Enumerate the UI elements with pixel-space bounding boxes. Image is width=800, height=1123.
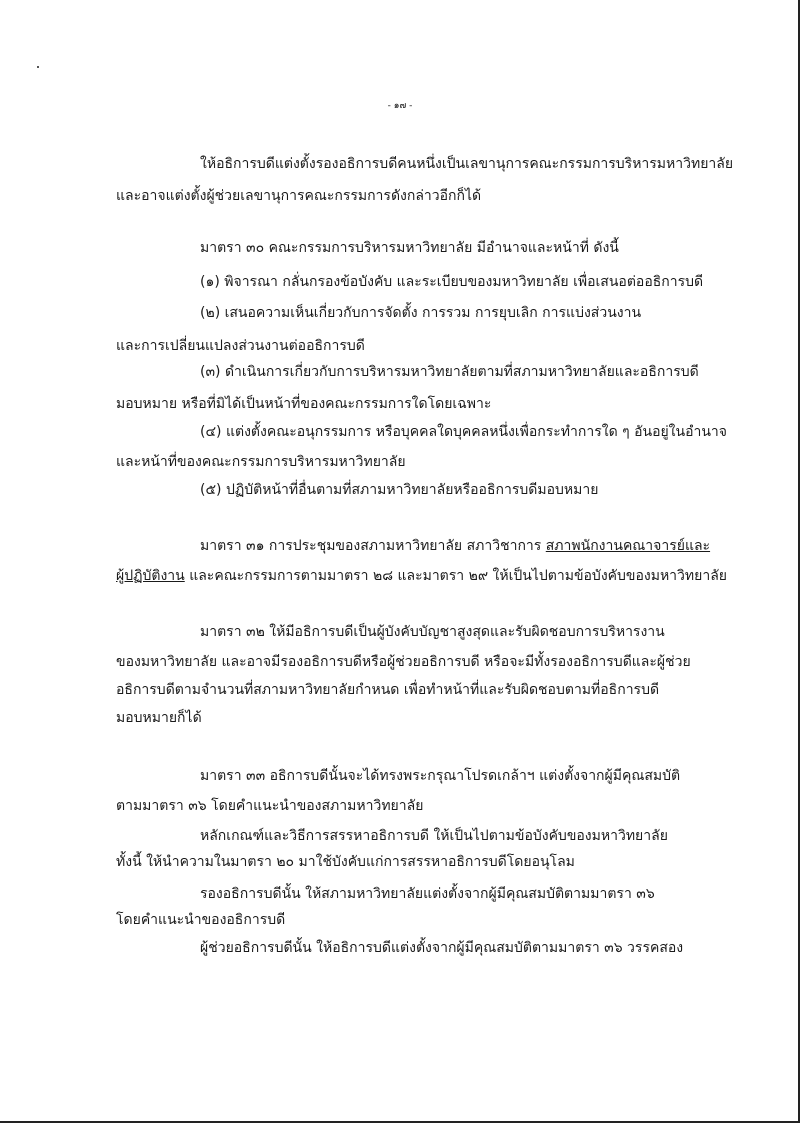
section-30-item-1: (๑) พิจารณา กลั่นกรองข้อบังคับ และระเบียบของมหาวิทยาลัย เพื่อเสนอต่ออธิการบดี <box>200 274 704 290</box>
section-33-line-6: โดยคำแนะนำของอธิการบดี <box>116 912 286 928</box>
paragraph-line: ให้อธิการบดีแต่งตั้งรองอธิการบดีคนหนึ่งเป็นเลขานุการคณะกรรมการบริหารมหาวิทยาลัย <box>200 156 734 172</box>
section-31-text: มาตรา ๓๑ การประชุมของสภามหาวิทยาลัย สภาวิชาการ <box>200 538 546 554</box>
scan-speck <box>37 66 39 68</box>
section-33-line-4: ทั้งนี้ ให้นำความในมาตรา ๒๐ มาใช้บังคับแก่การสรรหาอธิการบดีโดยอนุโลม <box>116 854 575 870</box>
page-number: - ๑๗ - <box>387 101 413 111</box>
section-30-item-2-cont: และการเปลี่ยนแปลงส่วนงานต่ออธิการบดี <box>116 338 365 354</box>
section-31-line-1 <box>200 536 710 556</box>
section-32-line-1: มาตรา ๓๒ ให้มีอธิการบดีเป็นผู้บังคับบัญชาสูงสุดและรับผิดชอบการบริหารงาน <box>200 624 665 640</box>
section-30-item-3-cont: มอบหมาย หรือที่มิได้เป็นหน้าที่ของคณะกรรมการใดโดยเฉพาะ <box>116 396 492 412</box>
section-32-line-3: อธิการบดีตามจำนวนที่สภามหาวิทยาลัยกำหนด เพื่อทำหน้าที่และรับผิดชอบตามที่อธิการบดี <box>116 682 660 698</box>
section-31-underlined: สภาพนักงานคณาจารย์และ <box>545 538 711 554</box>
section-30-item-4-cont: และหน้าที่ของคณะกรรมการบริหารมหาวิทยาลัย <box>116 454 406 470</box>
section-30-item-2: (๒) เสนอความเห็นเกี่ยวกับการจัดตั้ง การรวม การยุบเลิก การแบ่งส่วนงาน <box>200 305 642 321</box>
section-30-heading: มาตรา ๓๐ คณะกรรมการบริหารมหาวิทยาลัย มีอำนาจและหน้าที่ ดังนี้ <box>200 240 619 256</box>
section-30-item-5: (๕) ปฏิบัติหน้าที่อื่นตามที่สภามหาวิทยาลัยหรืออธิการบดีมอบหมาย <box>200 482 599 498</box>
section-30-item-4: (๔) แต่งตั้งคณะอนุกรรมการ หรือบุคคลใดบุคคลหนึ่งเพื่อกระทำการใด ๆ อันอยู่ในอำนาจ <box>200 424 727 440</box>
section-32-line-4: มอบหมายก็ได้ <box>116 710 202 726</box>
section-33-line-7: ผู้ช่วยอธิการบดีนั้น ให้อธิการบดีแต่งตั้งจากผู้มีคุณสมบัติตามมาตรา ๓๖ วรรคสอง <box>200 940 684 956</box>
section-31-underlined: ผู้ปฏิบัติงาน <box>116 568 185 584</box>
section-31-line-2 <box>116 566 727 586</box>
section-33-line-2: ตามมาตรา ๓๖ โดยคำแนะนำของสภามหาวิทยาลัย <box>116 798 424 814</box>
section-33-line-1: มาตรา ๓๓ อธิการบดีนั้นจะได้ทรงพระกรุณาโปรดเกล้าฯ แต่งตั้งจากผู้มีคุณสมบัติ <box>200 768 681 784</box>
section-31-text: และคณะกรรมการตามมาตรา ๒๘ และมาตรา ๒๙ ให้เป็นไปตามข้อบังคับของมหาวิทยาลัย <box>184 568 727 584</box>
section-33-line-3: หลักเกณฑ์และวิธีการสรรหาอธิการบดี ให้เป็นไปตามข้อบังคับของมหาวิทยาลัย <box>200 828 668 844</box>
section-32-line-2: ของมหาวิทยาลัย และอาจมีรองอธิการบดีหรือผู้ช่วยอธิการบดี หรือจะมีทั้งรองอธิการบดีและผู้ช่วย <box>116 654 691 670</box>
paragraph-line: และอาจแต่งตั้งผู้ช่วยเลขานุการคณะกรรมการดังกล่าวอีกก็ได้ <box>116 188 482 204</box>
section-33-line-5: รองอธิการบดีนั้น ให้สภามหาวิทยาลัยแต่งตั้งจากผู้มีคุณสมบัติตามมาตรา ๓๖ <box>200 886 655 902</box>
section-30-item-3: (๓) ดำเนินการเกี่ยวกับการบริหารมหาวิทยาลัยตามที่สภามหาวิทยาลัยและอธิการบดี <box>200 364 699 380</box>
